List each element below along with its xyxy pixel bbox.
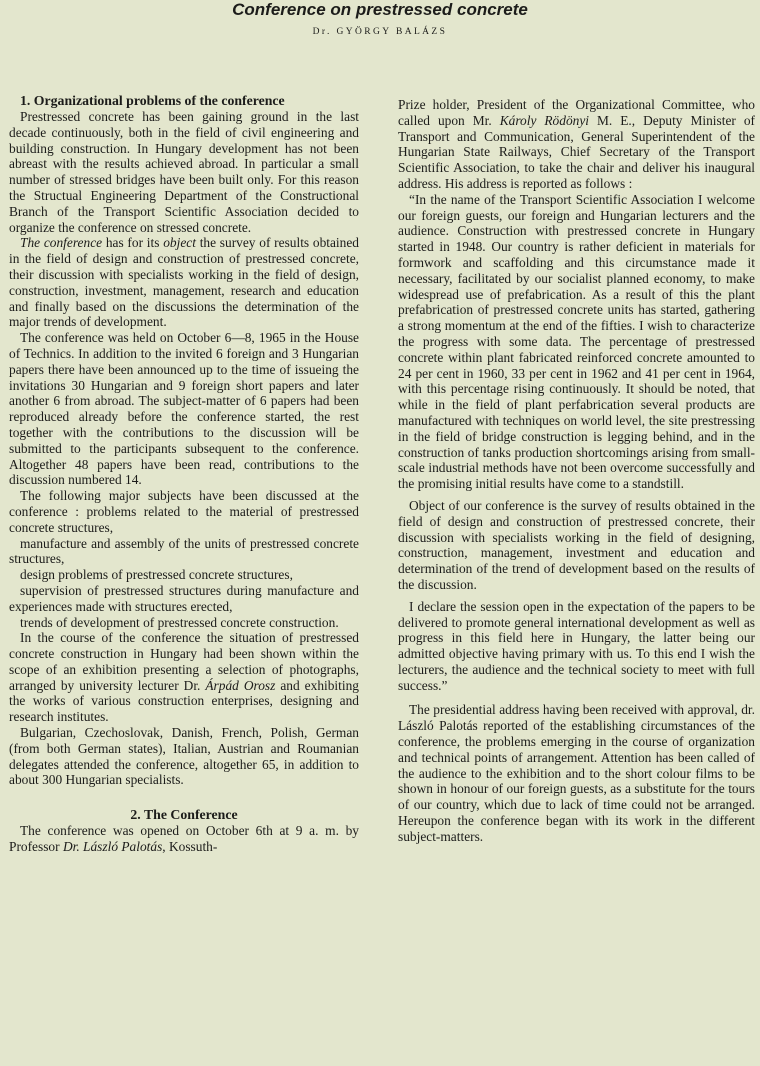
paragraph-text: M. E., Deputy Minister of Transport and Communication, General Superintendent of the Hungarian State Railways, Chief Secretary of the Transport Scientific Association, to take the chair and deliver his inaugural address. His address is reported as follows : [398, 112, 756, 191]
paragraph-text: The conference was opened on October 6th at 9 a. m. by Professor [9, 823, 359, 855]
paragraph [398, 599, 755, 694]
paragraph [9, 823, 359, 855]
section-heading-2: 2. The Conference [130, 807, 238, 823]
paragraph-text: manufacture and assembly of the units of prestressed concrete structures, [9, 535, 359, 567]
paragraph-text: , Kossuth- [162, 839, 218, 855]
paragraph-text: I declare the session open in the expectation of the papers to be delivered to promote general international development as well as progress in this field here in Hungary, the latter being our admitted objective having primary with us. To this end I wish the lecturers, the audience and the technical society to meet with full success.” [398, 598, 755, 693]
paragraph-text: “In the name of the Transport Scientific Association I welcome our foreign guests, our foreign and Hungarian lecturers and the audience. Construction with prestressed concrete in Hungary started in 1948. Our country is rather deficient in materials for formwork and scaffolding and this circumstance made it necessary, facilitated by our socialist planned economy, to make widespread use of prefabrication. As a result of this the plant prefabrication of prestressed concrete units has started, gathering a strong momentum at the end of the fifties. I wish to characterize the progress with some data. The percentage of prestressed concrete within plant fabricated reinforced concrete amounted to 24 per cent in 1960, 33 per cent in 1962 and 41 per cent in 1964, with this percentage rising continuously. It should be noted, that while in the field of plant perfabrication several products are manufactured with techniques on world level, the site prestressing in the field of bridge construction is legging behind, and in the construction of tanks production shortcomings arising from small-scale industrial methods have not been overcome successfully and the promising initial results have come to a standstill. [398, 191, 755, 492]
paragraph-text: Prestressed concrete has been gaining ground in the last decade continuously, both in the field of civil engineering and building construction. In Hungary development has not been abreast with the results achieved abroad. In particular a small number of stressed bridges have been built only. For this reason the Structual Engineering Department of the Constructional Branch of the Transport Scientific Association decided to organize the conference on stressed concrete. [9, 109, 359, 235]
paragraph-text: the survey of results obtained in the field of design and construction of prestressed concrete, their discussion with specialists working in the field of design, construction, investment, management, research and education and finally based on the discussions the determination of the major trends of development. [9, 235, 359, 330]
emphasis: Árpád Orosz [205, 677, 276, 693]
author-byline: Dr. GYÖRGY BALÁZS [312, 27, 448, 37]
paragraph-text: trends of development of prestressed concrete construction. [20, 614, 339, 630]
paragraph-text: has for its [102, 235, 164, 251]
article-title: Conference on prestressed concrete [232, 0, 528, 19]
paragraph-text: supervision of prestressed structures during manufacture and experiences made with structures erected, [9, 582, 359, 614]
paragraph [9, 583, 359, 615]
emphasis: object [163, 235, 196, 251]
left-column [9, 93, 359, 855]
paragraph [9, 109, 359, 235]
paragraph-text: Bulgarian, Czechoslovak, Danish, French, Polish, German (from both German states), Italian, Austrian and Roumanian delegates attended the conference, altogether 65, in addition to about 300 Hungarian specialists. [9, 725, 359, 788]
paragraph-text: Object of our conference is the survey of results obtained in the field of design and construction of prestressed concrete, their discussion with specialists working in the field of designing, construction, management, investment and education and determination of the trend of development based on the results of the discussion. [398, 497, 755, 592]
paragraph-text: The presidential address having been received with approval, dr. László Palotás reported of the establishing circumstances of the conference, the problems emerging in the course of organization and technical points of arrangement. Attention has been called of the audience to the exhibition and to the short colour films to be shown in honour of our foreign guests, as a substitute for the tours of our country, which due to lack of time could not be arranged. Hereupon the conference began with its work in the different subject-matters. [398, 702, 755, 844]
paragraph [9, 488, 359, 535]
emphasis: Dr. László Palotás [62, 839, 163, 855]
paragraph [9, 330, 359, 488]
paragraph-text: The conference was held on October 6—8, 1965 in the House of Technics. In addition to the invited 6 foreign and 3 Hungarian papers there have been announced up to the time of issueing the invitations 30 Hungarian and 9 foreign short papers and later another 6 from abroad. The subject-matter of 6 papers had been reproduced already before the conference started, the rest together with the contributions to the discussion will be submitted to the participants subsequent to the conference. Altogether 48 papers have been read, contributions to the discussion numbered 14. [9, 330, 359, 488]
paragraph [9, 567, 359, 583]
paragraph [9, 725, 359, 788]
paragraph-text: In the course of the conference the situation of prestressed concrete construction in Hungary had been shown within the scope of an exhibition presenting a selection of photographs, arranged by university lecturer Dr. [9, 630, 359, 693]
paragraph-text: and exhibiting the works of various construction enterprises, designing and research institutes. [9, 677, 359, 725]
paragraph-text: Prize holder, President of the Organizational Committee, who called upon Mr. [398, 97, 755, 128]
section-heading-1: 1. Organizational problems of the conference [20, 93, 285, 108]
paragraph [398, 498, 755, 593]
emphasis: Károly Rödönyi [499, 112, 589, 128]
paragraph [9, 536, 359, 568]
paragraph [398, 192, 755, 492]
emphasis: The conference [20, 235, 103, 251]
right-column [398, 97, 755, 845]
paragraph [9, 235, 359, 330]
paragraph [9, 630, 359, 725]
paragraph [398, 702, 755, 844]
paragraph-text: The following major subjects have been discussed at the conference : problems related to the material of prestressed concrete structures, [9, 488, 359, 535]
paragraph-text: design problems of prestressed concrete structures, [20, 567, 293, 583]
paragraph [9, 615, 359, 631]
paragraph [398, 97, 755, 192]
